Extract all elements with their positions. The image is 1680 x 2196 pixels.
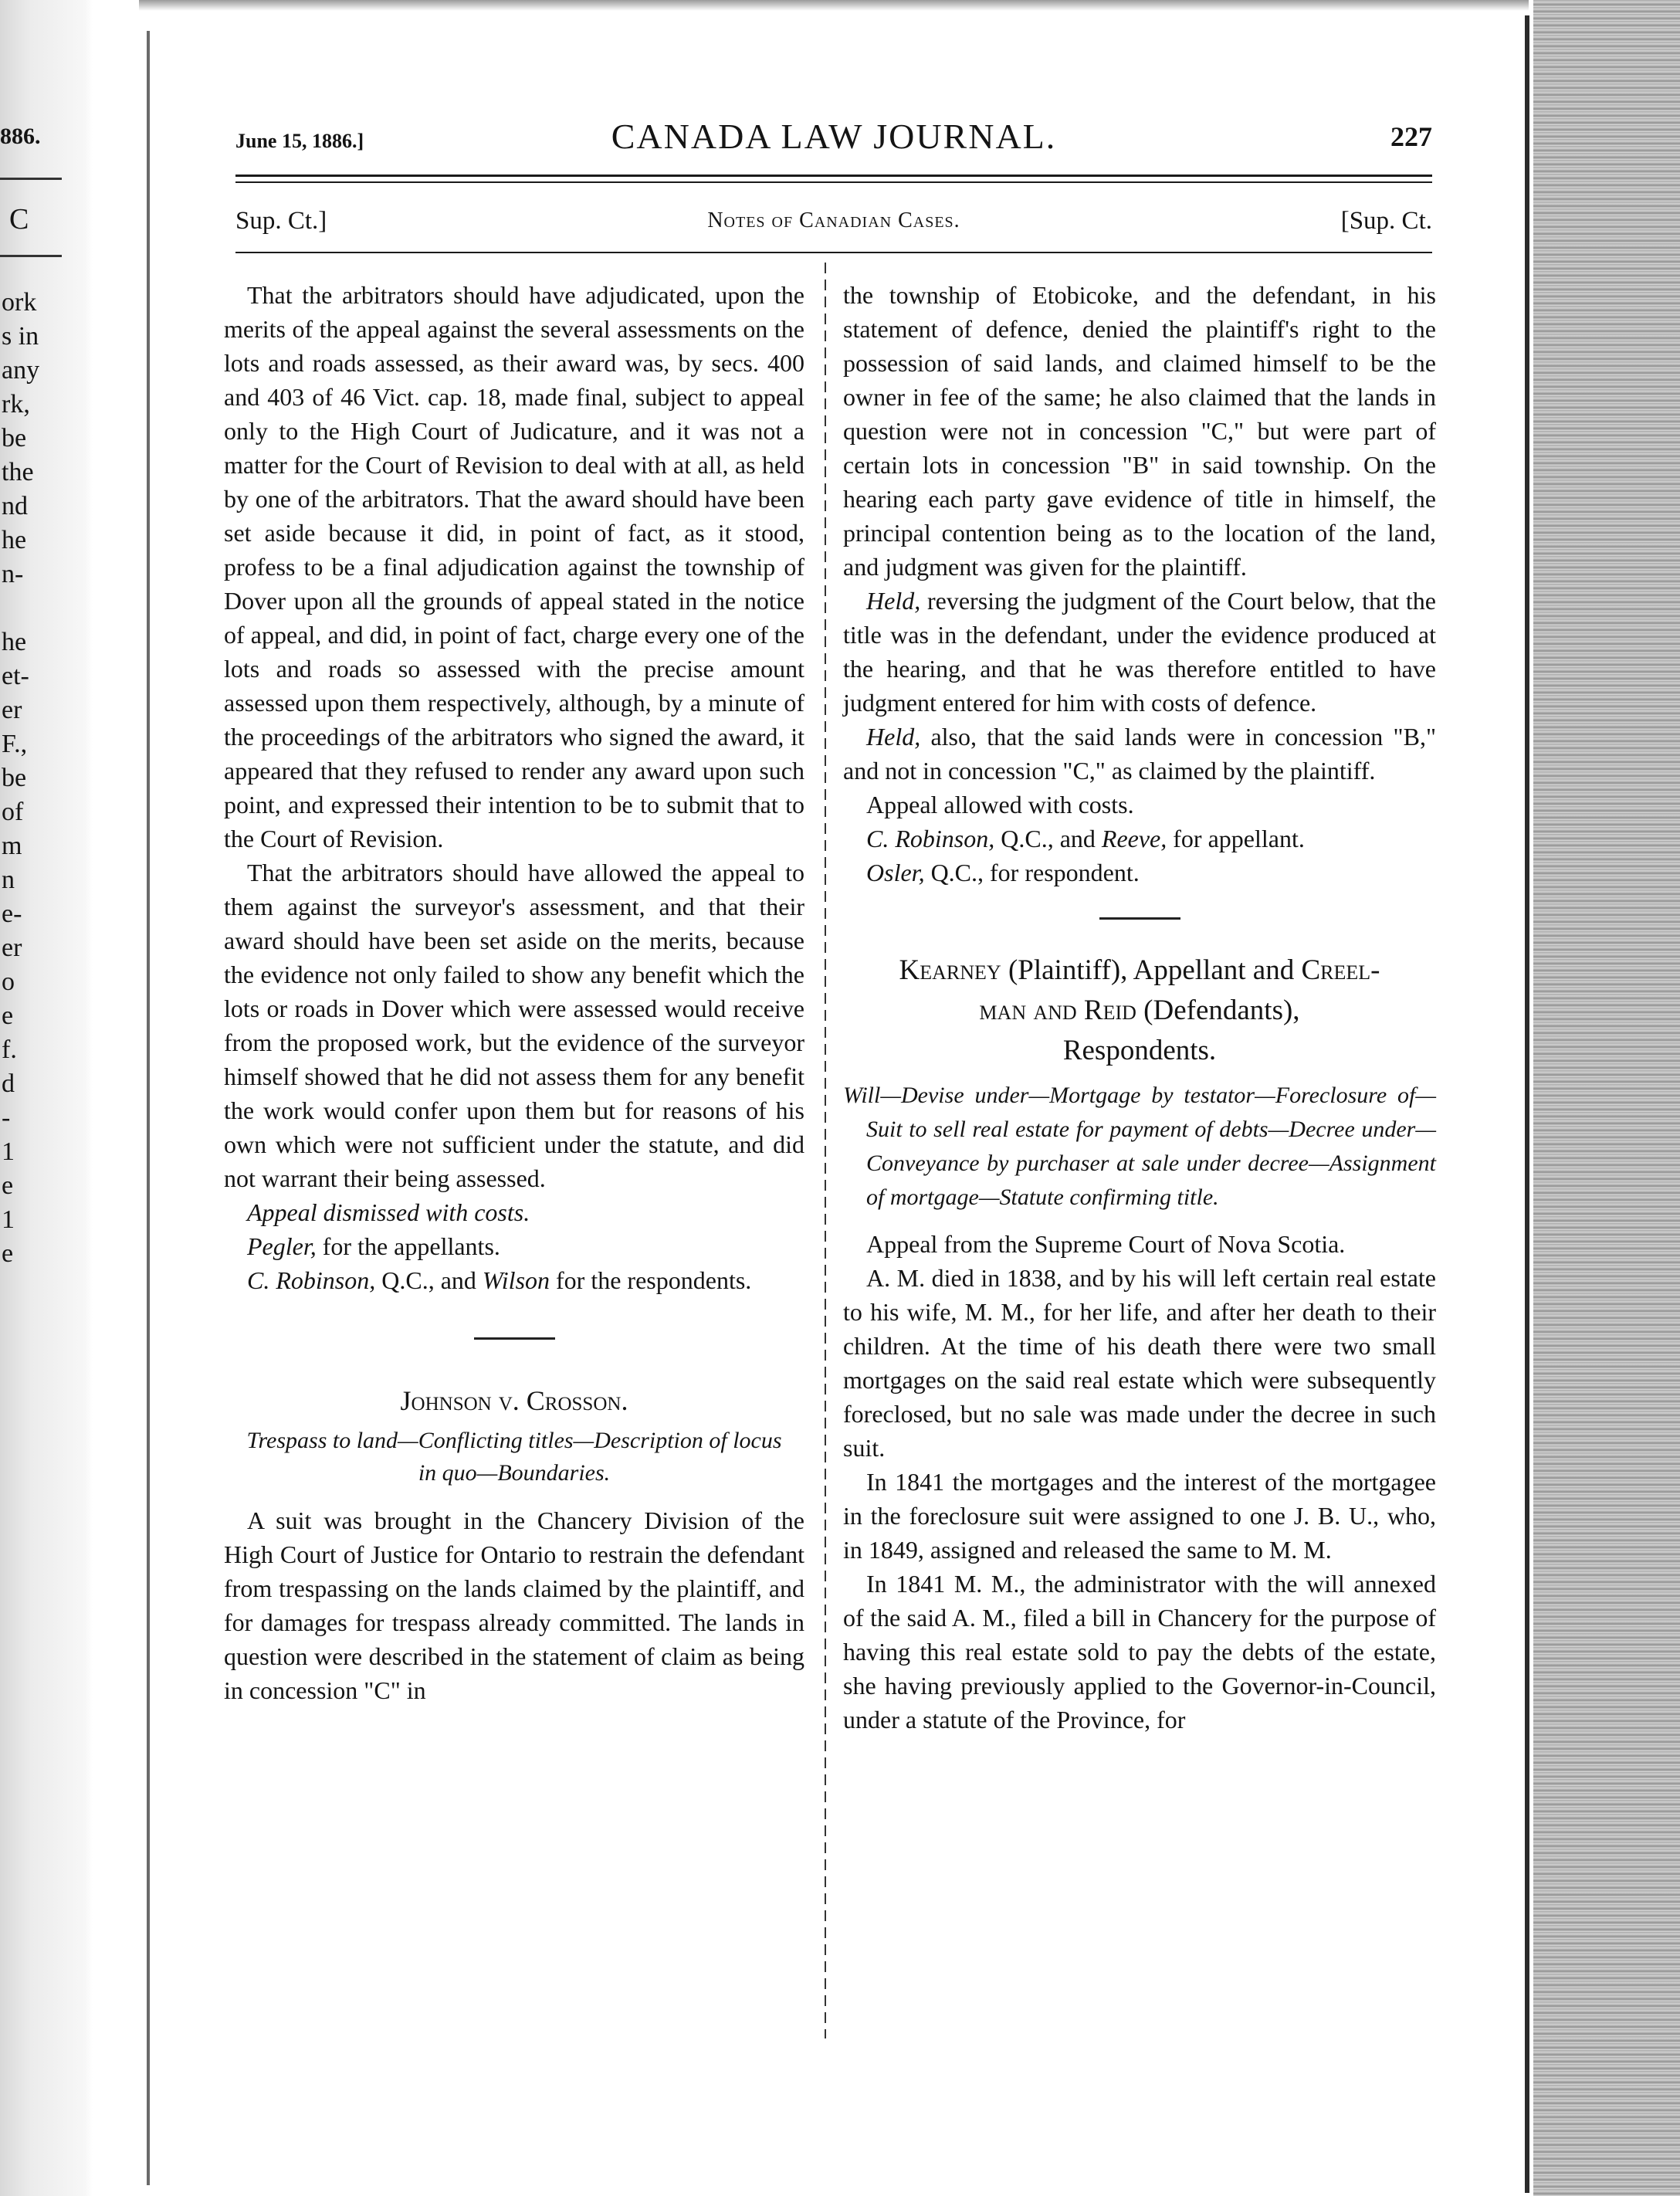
counsel-name: Pegler,: [247, 1232, 317, 1260]
facing-page-fragment: e: [2, 1001, 14, 1030]
court-right: [Sup. Ct.: [1340, 207, 1432, 235]
paragraph: That the arbitrators should have allowed the appeal to them against the surveyor's assessment, and that their award should have been set aside on the merits, because the evidence not only failed to show any benefit which the lots or roads in Dover which were assessed would receive from the proposed work, but the evidence of the surveyor himself showed that he did not assess them for any benefit the work would confer upon them but for reasons of his own which were not sufficient under the statute, and did not warrant their being assessed.: [224, 859, 804, 1192]
counsel-name: Reeve,: [1101, 825, 1167, 852]
section-title: Notes of Canadian Cases.: [707, 208, 960, 232]
facing-page-fragment: er: [2, 696, 22, 724]
facing-page-fragment: e: [2, 1239, 14, 1268]
disposition: Appeal allowed with costs.: [866, 791, 1134, 818]
page-gutter-line: [147, 31, 150, 2185]
case-title: [843, 951, 1436, 991]
case-title: [843, 991, 1436, 1031]
facing-page-fragment: n: [2, 866, 15, 894]
case-title: Respondents.: [1062, 1035, 1217, 1066]
page-right-edge: [1525, 15, 1529, 2193]
case-separator: [1099, 917, 1180, 920]
facing-page-fragment: e: [2, 1171, 14, 1200]
held-label: Held,: [866, 723, 921, 751]
issue-date: June 15, 1886.]: [235, 130, 364, 152]
facing-page-fragment: m: [2, 832, 22, 860]
counsel-connector: Q.C., and: [375, 1266, 483, 1294]
facing-page-fragment: et-: [2, 662, 29, 690]
facing-page-fragment: of: [2, 798, 24, 826]
facing-page-fragment: be: [2, 424, 27, 452]
counsel-line: [224, 1263, 804, 1297]
facing-page-year: 886.: [0, 124, 41, 149]
holding-text: reversing the judgment of the Court below, that the title was in the defendant, under the evidence produced at the hearing, and that he was therefore entitled to have judgment entered for him with costs of defence.: [843, 587, 1436, 717]
facing-page-fragment: er: [2, 934, 22, 962]
scan-right-edge: [1533, 0, 1680, 2196]
scan-top-edge: [139, 0, 1529, 11]
facing-page-fragment: he: [2, 526, 27, 554]
facing-page-rule: [0, 178, 62, 180]
page-number: 227: [1390, 121, 1432, 152]
paragraph: In 1841 M. M., the administrator with the will annexed of the said A. M., filed a bill in Chancery for the purpose of having this real estate sold to pay the debts of the estate, she having previously applied to the Governor-in-Council, under a statute of the Province, for: [843, 1570, 1436, 1733]
facing-page-fragment: ork: [2, 288, 37, 317]
paragraph: Appeal from the Supreme Court of Nova Scotia.: [866, 1230, 1346, 1258]
header-rule: [235, 181, 1432, 183]
party-name: Kearney: [899, 954, 1001, 986]
party-name: man and Reid: [979, 995, 1136, 1026]
counsel-role: for appellant.: [1167, 825, 1305, 852]
facing-page-fragment: o: [2, 968, 15, 996]
facing-page-fragment: he: [2, 628, 27, 656]
paragraph: A suit was brought in the Chancery Division of the High Court of Justice for Ontario to restrain the defendant from trespassing on the lands claimed by the plaintiff, and for damages for trespass already committed. The lands in question were described in the statement of claim as being in concession "C" in: [224, 1506, 804, 1704]
counsel-line: [843, 856, 1436, 890]
right-column: [843, 278, 1436, 1737]
held-label: Held,: [866, 587, 921, 615]
disposition-text: Appeal dismissed with costs.: [247, 1198, 530, 1226]
holding: [843, 584, 1436, 720]
column-divider: [825, 263, 826, 2038]
counsel-role: Q.C., for respondent.: [924, 859, 1140, 886]
facing-page-rule: [0, 255, 62, 257]
facing-page-fragment: any: [2, 356, 40, 385]
paragraph: In 1841 the mortgages and the interest of the mortgagee in the foreclosure suit were assigned to one J. B. U., who, in 1849, assigned and released the same to M. M.: [843, 1468, 1436, 1564]
facing-page-fragment: the: [2, 458, 34, 486]
counsel-connector: Q.C., and: [994, 825, 1102, 852]
page-header: [235, 116, 1432, 162]
disposition: [224, 1195, 804, 1229]
holding-text: also, that the said lands were in concession "B," and not in concession "C," as claimed by the plaintiff.: [843, 723, 1436, 785]
court-left: Sup. Ct.]: [235, 207, 327, 235]
facing-page-fragment: -: [2, 1103, 11, 1132]
counsel-line: [224, 1229, 804, 1263]
counsel-role: for the respondents.: [550, 1266, 752, 1294]
counsel-role: for the appellants.: [316, 1232, 500, 1260]
paragraph: the township of Etobicoke, and the defendant, in his statement of defence, denied the plaintiff's right to the possession of said lands, and claimed himself to be the owner in fee of the same; he also claimed that the lands in question were not in concession "C," but were part of certain lots in concession "B" in said township. On the hearing each party gave evidence of title in himself, the principal contention being as to the location of the land, and judgment was given for the plaintiff.: [843, 281, 1436, 581]
facing-page-fragment: 1: [2, 1205, 15, 1234]
facing-page-fragment: rk,: [2, 390, 30, 419]
facing-page-fragment: [0, 591, 62, 625]
case-title: Johnson v. Crosson.: [400, 1385, 628, 1416]
subheader-rule: [235, 252, 1432, 253]
paragraph: That the arbitrators should have adjudicated, upon the merits of the appeal against the several assessments on the lots and roads assessed, as their award was, by secs. 400 and 403 of 46 Vict. cap. 18, made final, subject to appeal only to the High Court of Judicature, and it was not a matter for the Court of Revision to deal with at all, as held by one of the arbitrators. That the award should have been set aside because it did, in point of fact, as it stood, profess to be a final adjudication against the township of Dover upon all the grounds of appeal stated in the notice of appeal, and did, in point of fact, charge every one of the lots and roads so assessed with the precise amount assessed upon them respectively, although, by a minute of the proceedings of the arbitrators who signed the award, it appeared that they refused to render any award upon such point, and expressed their intention to be to submit that to the Court of Revision.: [224, 281, 804, 852]
facing-page-fragment: 1: [2, 1137, 15, 1166]
paragraph: A. M. died in 1838, and by his will left certain real estate to his wife, M. M., for her life, and after her death to their children. At the time of his death there were two small mortgages on the said real estate which were subsequently foreclosed, but no sale was made under the decree in such suit.: [843, 1264, 1436, 1462]
party-name: Creel-: [1301, 954, 1380, 986]
facing-page-fragment: f.: [2, 1035, 17, 1064]
facing-page-fragment: nd: [2, 492, 28, 520]
holding: [843, 720, 1436, 788]
facing-page-fragment: e-: [2, 900, 22, 928]
facing-page-fragment: s in: [2, 322, 39, 351]
case-headnote: Trespass to land—Conflicting titles—Description of locus in quo—Boundaries.: [246, 1428, 782, 1486]
facing-page-text: [0, 286, 62, 1271]
facing-page-fragment: be: [2, 764, 27, 792]
case-separator: [474, 1337, 555, 1340]
facing-page-letter: C: [9, 203, 29, 236]
counsel-name: C. Robinson,: [866, 825, 995, 852]
facing-page-fragment: n-: [2, 560, 24, 588]
journal-title: CANADA LAW JOURNAL.: [611, 117, 1057, 156]
header-rule: [235, 175, 1432, 177]
facing-page-fragment: d: [2, 1069, 15, 1098]
facing-page-fragment: F.,: [2, 730, 28, 758]
counsel-name: Osler,: [866, 859, 925, 886]
party-role: (Defendants),: [1136, 995, 1300, 1026]
left-column: [224, 278, 804, 1707]
party-role: (Plaintiff), Appellant and: [1001, 954, 1302, 986]
counsel-line: [843, 822, 1436, 856]
running-head: [235, 207, 1432, 238]
case-headnote: Will—Devise under—Mortgage by testator—Foreclosure of—Suit to sell real estate for payment of debts—Decree under—Conveyance by purchaser at sale under decree—Assignment of mortgage—Statute confirming title.: [843, 1083, 1436, 1210]
counsel-name: Wilson: [482, 1266, 550, 1294]
counsel-name: C. Robinson,: [247, 1266, 376, 1294]
